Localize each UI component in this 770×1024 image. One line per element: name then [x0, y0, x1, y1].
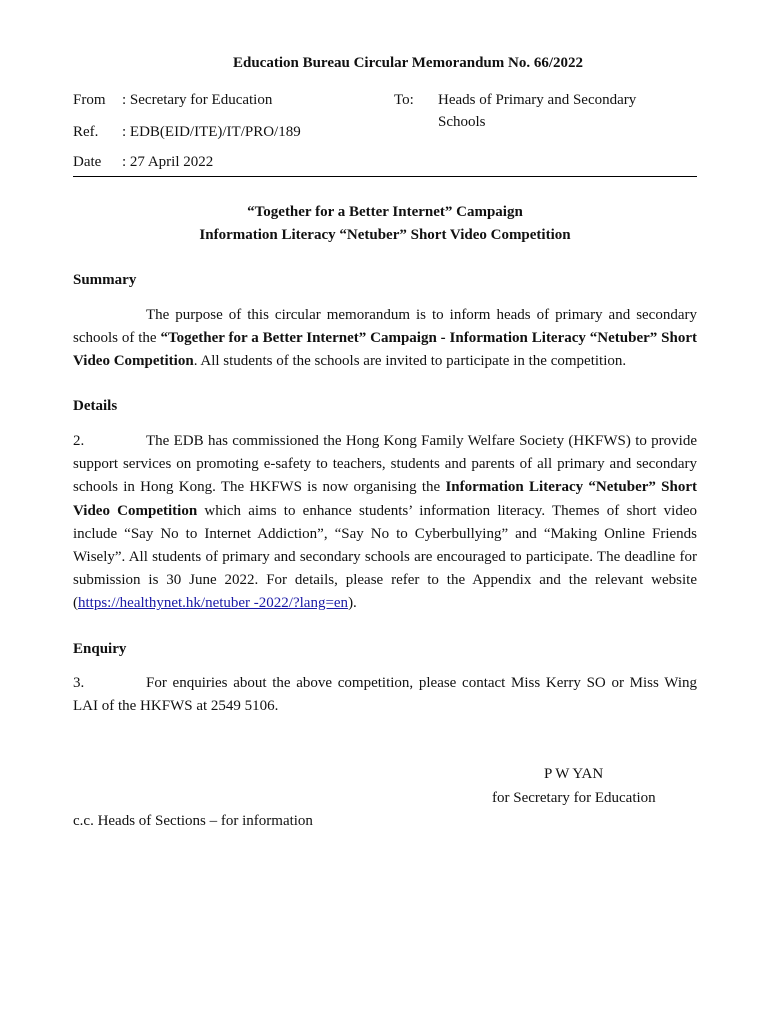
to-value-line2: Schools [438, 114, 486, 130]
to-label: To: [394, 92, 414, 108]
summary-text-before: The purpose of this circular memorandum is to inform heads of primary and secondary schools of the [73, 307, 697, 347]
ref-label: Ref. [73, 124, 99, 140]
summary-bold-text: “Together for a Better Internet” Campaign - Information Literacy “Netuber” Short Video Competition [73, 330, 697, 370]
to-value-line1: Heads of Primary and Secondary [438, 92, 637, 108]
details-paragraph [73, 430, 697, 616]
details-text-part3: ). [348, 595, 357, 612]
summary-text-after: . All students of the schools are invited to participate in the competition. [193, 353, 627, 370]
ref-value: : EDB(EID/ITE)/IT/PRO/189 [122, 124, 301, 140]
signatory-title: for Secretary for Education [492, 790, 656, 806]
enquiry-heading: Enquiry [73, 641, 127, 657]
date-label: Date [73, 154, 102, 170]
signatory-name: P W YAN [544, 766, 604, 782]
cc-line: c.c. Heads of Sections – for information [73, 813, 313, 829]
details-text-part2: which aims to enhance students’ information literacy. Themes of short video include “Say No to Internet Addiction”, “Say No to Cyberbullying” and “Making Online Friends Wisely”. All students of primary and secondary schools are encouraged to participate. The deadline for submission is 30 June 2022. For details, please refer to the Appendix and the relevant website ( [73, 502, 697, 612]
from-value: : Secretary for Education [122, 92, 273, 108]
details-heading: Details [73, 398, 118, 414]
date-value: : 27 April 2022 [122, 154, 214, 170]
header-divider [73, 176, 697, 177]
summary-paragraph [73, 304, 697, 374]
details-bold-text: Information Literacy “Netuber” Short Video Competition [73, 479, 698, 519]
enquiry-paragraph [73, 672, 697, 718]
subject-line-2: Information Literacy “Netuber” Short Video Competition [199, 227, 571, 243]
memo-title: Education Bureau Circular Memorandum No. 66/2022 [232, 55, 584, 71]
from-label: From [73, 92, 106, 108]
enquiry-number: 3. [73, 675, 85, 691]
enquiry-text: For enquiries about the above competition, please contact Miss Kerry SO or Miss Wing LAI of the HKFWS at 2549 5106. [73, 675, 697, 715]
details-number: 2. [73, 433, 85, 449]
competition-website-link[interactable]: https://healthynet.hk/netuber -2022/?lang=en [78, 595, 349, 612]
summary-heading: Summary [73, 272, 137, 288]
details-text-part1: The EDB has commissioned the Hong Kong Family Welfare Society (HKFWS) to provide support services on promoting e-safety to teachers, students and parents of all primary and secondary schools in Hong Kong. The HKFWS is now organising the [73, 433, 697, 496]
subject-line-1: “Together for a Better Internet” Campaign [247, 204, 523, 220]
